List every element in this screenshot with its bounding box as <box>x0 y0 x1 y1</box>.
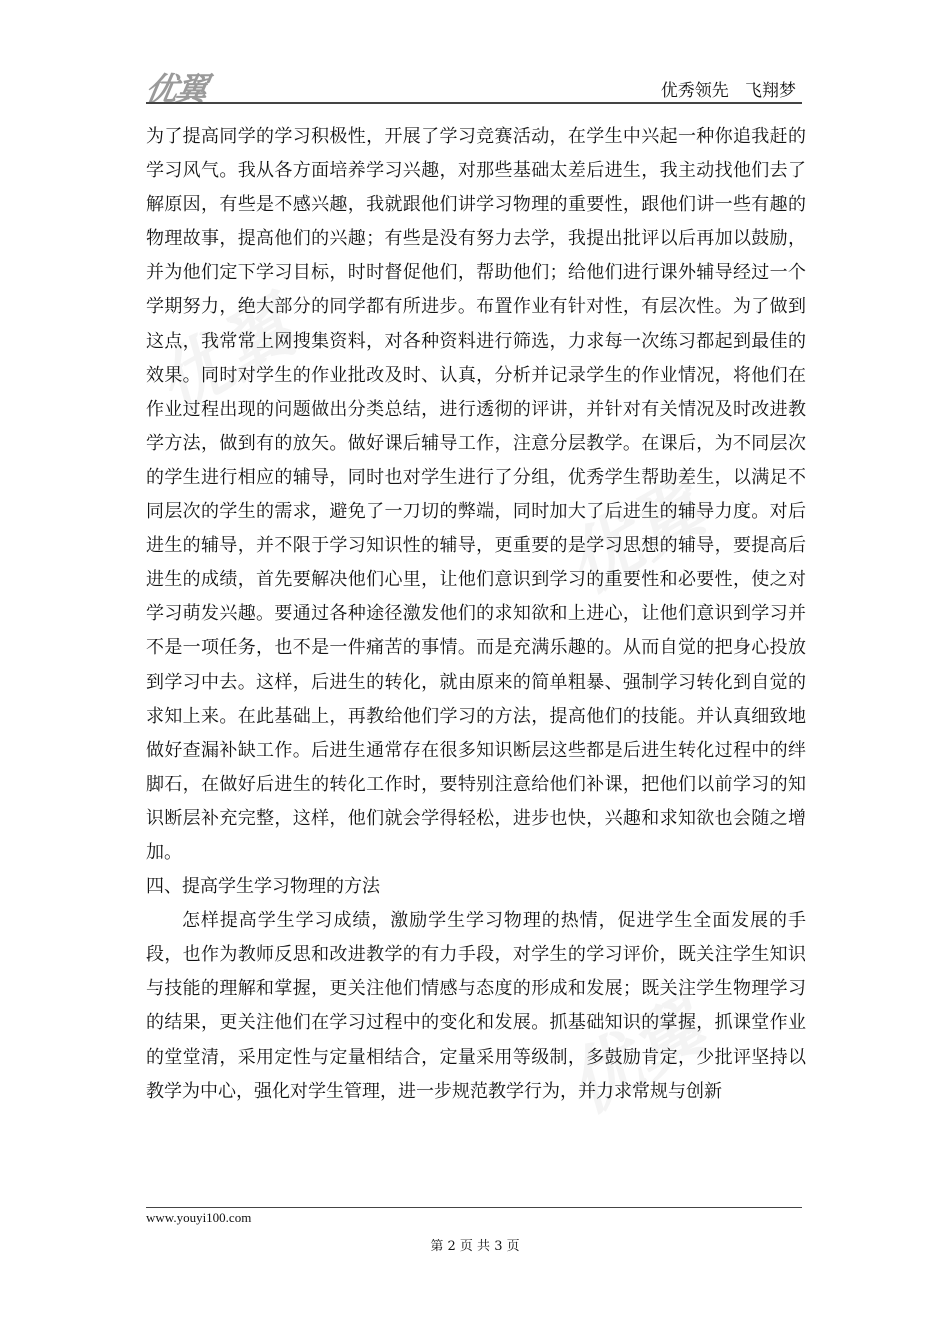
watermark-logo: 优翼 <box>141 284 309 430</box>
brand-logo: 优翼 <box>142 70 210 108</box>
footer-divider <box>146 1207 802 1208</box>
header-divider <box>146 102 802 104</box>
page-header <box>142 62 802 108</box>
body-paragraph: 为了提高同学的学习积极性，开展了学习竞赛活动，在学生中兴起一种你追我赶的学习风气。我从各方面培养学习兴趣，对那些基础太差后进生，我主动找他们去了解原因，有些是不感兴趣，我就跟他们讲学习物理的重要性，跟他们讲一些有趣的物理故事，提高他们的兴趣；有些是没有努力去学，我提出批评以后再加以鼓励，并为他们定下学习目标，时时督促他们，帮助他们；给他们进行课外辅导经过一个学期努力，绝大部分的同学都有所进步。布置作业有针对性，有层次性。为了做到这点，我常常上网搜集资料，对各种资料进行筛选，力求每一次练习都起到最佳的效果。同时对学生的作业批改及时、认真，分析并记录学生的作业情况，将他们在作业过程出现的问题做出分类总结，进行透彻的评讲，并针对有关情况及时改进教学方法，做到有的放矢。做好课后辅导工作，注意分层教学。在课后，为不同层次的学生进行相应的辅导，同时也对学生进行了分组，优秀学生帮助差生，以满足不同层次的学生的需求，避免了一刀切的弊端，同时加大了后进生的辅导力度。对后进生的辅导，并不限于学习知识性的辅导，更重要的是学习思想的辅导，要提高后进生的成绩，首先要解决他们心里，让他们意识到学习的重要性和必要性，使之对学习萌发兴趣。要通过各种途径激发他们的求知欲和上进心，让他们意识到学习并不是一项任务，也不是一件痛苦的事情。而是充满乐趣的。从而自觉的把身心投放到学习中去。这样，后进生的转化，就由原来的简单粗暴、强制学习转化到自觉的求知上来。在此基础上，再教给他们学习的方法，提高他们的技能。并认真细致地做好查漏补缺工作。后进生通常存在很多知识断层这些都是后进生转化过程中的绊脚石，在做好后进生的转化工作时，要特别注意给他们补课，把他们以前学习的知识断层补充完整，这样，他们就会学得轻松，进步也快，兴趣和求知欲也会随之增加。 <box>146 126 806 863</box>
document-body <box>146 120 806 1109</box>
watermark-logo: 优翼 <box>551 984 719 1130</box>
header-slogan: 优秀领先 飞翔梦 <box>660 81 796 101</box>
watermark-logo: 优翼 <box>551 464 719 610</box>
page-number: 第 2 页 共 3 页 <box>430 1239 520 1254</box>
footer-url: www.youyi100.com <box>146 1210 252 1225</box>
section-heading: 四、提高学生学习物理的方法 <box>146 876 380 898</box>
body-paragraph: 怎样提高学生学习成绩，激励学生学习物理的热情，促进学生全面发展的手段，也作为教师反思和改进教学的有力手段，对学生的学习评价，既关注学生知识与技能的理解和掌握，更关注他们情感与态度的形成和发展；既关注学生物理学习的结果，更关注他们在学习过程中的变化和发展。抓基础知识的掌握，抓课堂作业的堂堂清，采用定性与定量相结合，定量采用等级制，多鼓励肯定，少批评坚持以教学为中心，强化对学生管理，进一步规范教学行为，并力求常规与创新 <box>146 910 806 1102</box>
